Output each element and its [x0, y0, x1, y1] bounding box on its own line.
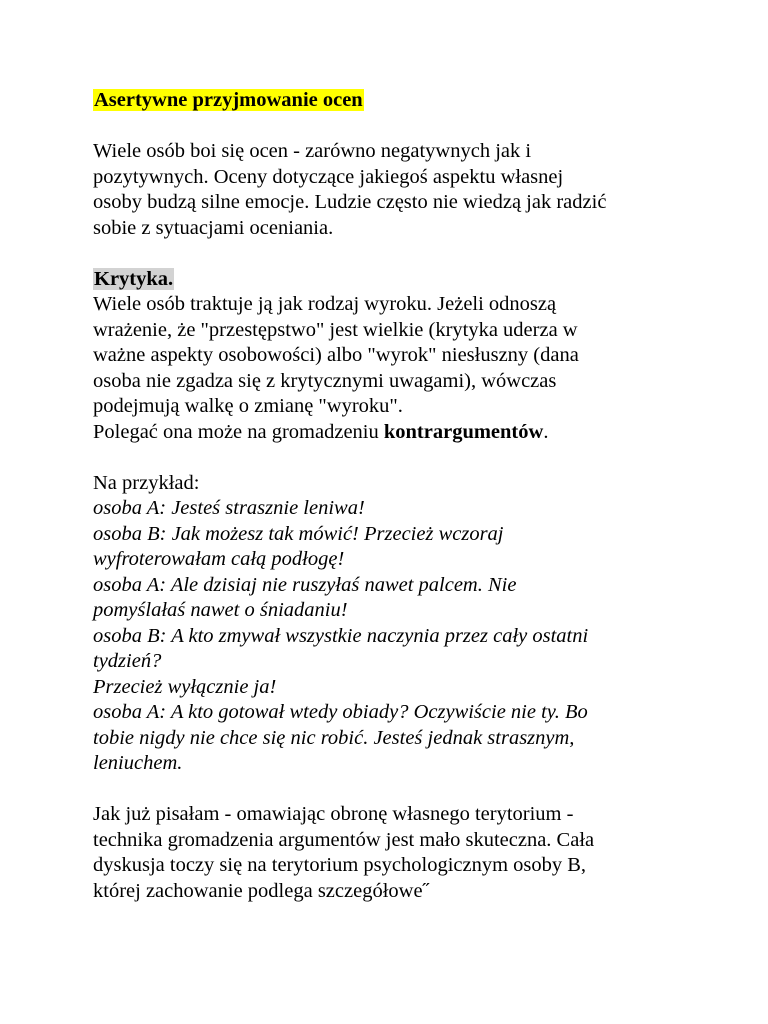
intro-line: Wiele osób boi się ocen - zarówno negatywnych jak i: [93, 140, 532, 162]
section-heading: Krytyka.: [94, 267, 174, 290]
section-heading-line: [93, 267, 693, 293]
spacer: [93, 777, 693, 803]
closing-line: Jak już pisałam - omawiając obronę własnego terytorium -: [93, 803, 574, 825]
intro-line: osoby budzą silne emocje. Ludzie często nie wiedzą jak radzić: [93, 191, 607, 213]
method-line: [93, 420, 693, 446]
method-text-after: .: [543, 420, 549, 443]
section-line: osoba nie zgadza się z krytycznymi uwagami), wówczas: [93, 369, 557, 392]
spacer: [93, 241, 693, 267]
intro-line: sobie z sytuacjami oceniania.: [93, 216, 334, 239]
dialogue-line: osoba A: Ale dzisiaj nie ruszyłaś nawet palcem. Nie: [93, 573, 517, 596]
intro-paragraph: [93, 139, 693, 241]
criticism-paragraph: [93, 292, 693, 445]
closing-paragraph: [93, 802, 693, 904]
section-line: Wiele osób traktuje ją jak rodzaj wyroku. Jeżeli odnoszą: [93, 293, 557, 315]
dialogue-line: Przecież wyłącznie ja!: [93, 675, 277, 698]
dialogue-line: pomyślałaś nawet o śniadaniu!: [93, 599, 348, 621]
dialogue-line: osoba A: Jesteś strasznie leniwa!: [93, 497, 365, 519]
title-line: [93, 88, 693, 114]
dialogue-line: osoba A: A kto gotował wtedy obiady? Oczywiście nie ty. Bo: [93, 701, 588, 723]
method-keyword: kontrargumentów: [383, 420, 544, 443]
section-line: wrażenie, że "przestępstwo" jest wielkie (krytyka uderza w: [93, 318, 578, 341]
spacer: [93, 445, 693, 471]
section-line: podejmują walkę o zmianę "wyroku".: [93, 395, 403, 417]
example-block: [93, 471, 693, 777]
closing-line: której zachowanie podlega szczegółowe˝: [93, 879, 430, 902]
dialogue-line: wyfroterowałam całą podłogę!: [93, 548, 345, 570]
dialogue-line: osoba B: Jak możesz tak mówić! Przecież wczoraj: [93, 522, 504, 545]
example-intro: Na przykład:: [93, 471, 200, 494]
dialogue-line: osoba B: A kto zmywał wszystkie naczynia przez cały ostatni: [93, 624, 589, 647]
dialogue-line: tydzień?: [93, 650, 162, 672]
intro-line: pozytywnych. Oceny dotyczące jakiegoś aspektu własnej: [93, 165, 564, 188]
dialogue-line: leniuchem.: [93, 752, 183, 774]
section-line: ważne aspekty osobowości) albo "wyrok" niesłuszny (dana: [93, 344, 579, 366]
method-text-before: Polegać ona może na gromadzeniu: [93, 420, 384, 443]
closing-line: technika gromadzenia argumentów jest mało skuteczna. Cała: [93, 828, 595, 851]
closing-line: dyskusja toczy się na terytorium psychologicznym osoby B,: [93, 854, 587, 876]
document-body: [93, 88, 693, 904]
spacer: [93, 114, 693, 140]
document-title: Asertywne przyjmowanie ocen: [94, 89, 363, 111]
dialogue-line: tobie nigdy nie chce się nic robić. Jesteś jednak strasznym,: [93, 726, 575, 749]
